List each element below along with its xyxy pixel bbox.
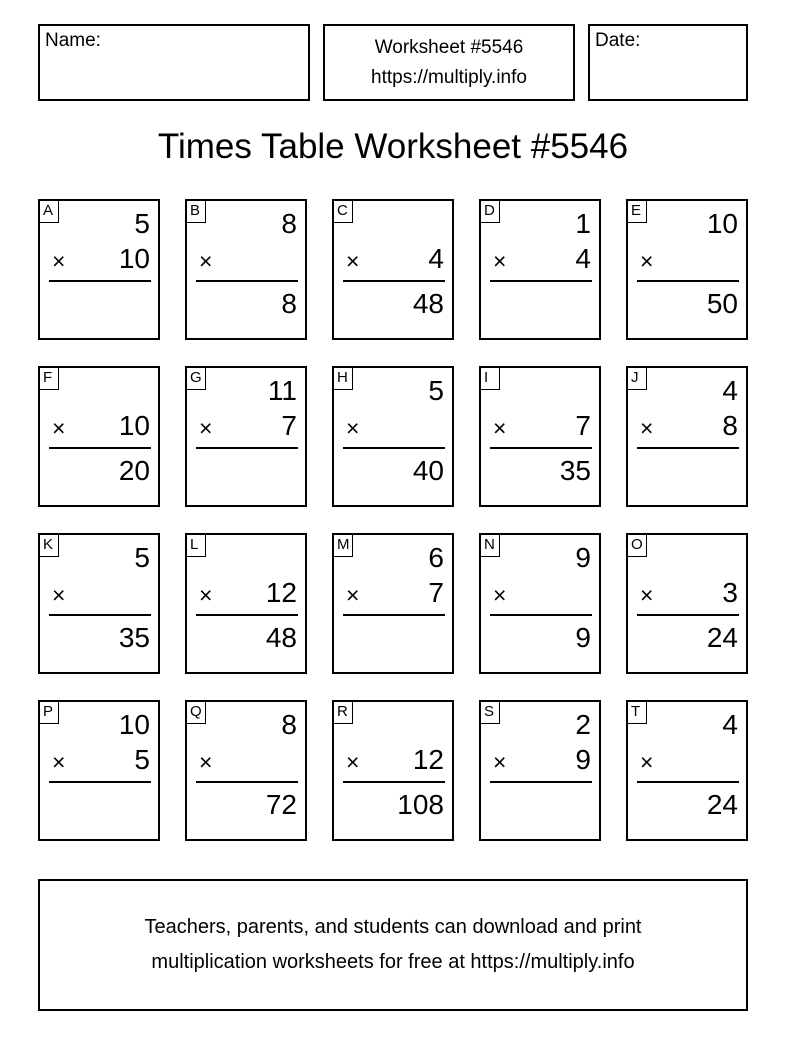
answer-rule	[637, 280, 739, 282]
answer-rule	[490, 447, 592, 449]
times-sign: ×	[493, 248, 507, 274]
problem-r	[332, 700, 454, 841]
product: 72	[265, 789, 297, 820]
product: 20	[118, 455, 150, 486]
multiplicand: 4	[722, 709, 738, 740]
problem-letter: N	[481, 535, 500, 557]
times-sign: ×	[493, 582, 507, 608]
multiplier: 10	[118, 410, 150, 441]
answer-rule	[196, 614, 298, 616]
problem-o	[626, 533, 748, 674]
problem-letter: J	[628, 368, 647, 390]
answer-rule	[343, 280, 445, 282]
times-sign: ×	[640, 415, 654, 441]
problem-letter: O	[628, 535, 647, 557]
multiplier: 4	[575, 243, 591, 274]
multiplicand: 1	[575, 208, 591, 239]
problem-k	[38, 533, 160, 674]
multiplicand: 6	[428, 542, 444, 573]
times-sign: ×	[52, 749, 66, 775]
multiplier: 3	[722, 577, 738, 608]
multiplicand: 4	[722, 375, 738, 406]
problem-letter: D	[481, 201, 500, 223]
problem-a	[38, 199, 160, 340]
multiplicand: 10	[118, 709, 150, 740]
times-sign: ×	[493, 749, 507, 775]
multiplier: 8	[722, 410, 738, 441]
problem-t	[626, 700, 748, 841]
problem-letter: C	[334, 201, 353, 223]
answer-rule	[49, 447, 151, 449]
answer-rule	[343, 447, 445, 449]
times-sign: ×	[199, 582, 213, 608]
multiplier: 7	[575, 410, 591, 441]
problem-d	[479, 199, 601, 340]
product: 35	[118, 622, 150, 653]
product: 108	[397, 789, 444, 820]
times-sign: ×	[199, 749, 213, 775]
times-sign: ×	[493, 415, 507, 441]
problem-h	[332, 366, 454, 507]
product: 9	[575, 622, 591, 653]
footer-line-1: Teachers, parents, and students can download and print	[144, 916, 642, 938]
answer-rule	[49, 781, 151, 783]
problem-letter: T	[628, 702, 647, 724]
problem-letter: S	[481, 702, 500, 724]
multiplier: 9	[575, 744, 591, 775]
problem-m	[332, 533, 454, 674]
answer-rule	[490, 614, 592, 616]
problem-c	[332, 199, 454, 340]
problem-letter: A	[40, 201, 59, 223]
problem-letter: G	[187, 368, 206, 390]
problem-letter: R	[334, 702, 353, 724]
times-sign: ×	[199, 248, 213, 274]
times-sign: ×	[640, 582, 654, 608]
multiplicand: 2	[575, 709, 591, 740]
multiplier: 12	[265, 577, 297, 608]
multiplicand: 5	[134, 208, 150, 239]
problem-letter: B	[187, 201, 206, 223]
problem-letter: P	[40, 702, 59, 724]
problem-letter: E	[628, 201, 647, 223]
multiplier: 5	[134, 744, 150, 775]
product: 35	[559, 455, 591, 486]
problem-letter: L	[187, 535, 206, 557]
times-sign: ×	[52, 248, 66, 274]
answer-rule	[49, 280, 151, 282]
problem-p	[38, 700, 160, 841]
multiplier: 7	[281, 410, 297, 441]
answer-rule	[637, 781, 739, 783]
answer-rule	[343, 781, 445, 783]
multiplicand: 11	[267, 375, 297, 406]
times-sign: ×	[640, 248, 654, 274]
multiplier: 12	[412, 744, 444, 775]
answer-rule	[49, 614, 151, 616]
times-sign: ×	[346, 248, 360, 274]
times-sign: ×	[640, 749, 654, 775]
multiplicand: 5	[134, 542, 150, 573]
footer-line-2: multiplication worksheets for free at https://multiply.info	[151, 951, 635, 973]
answer-rule	[490, 781, 592, 783]
problem-i	[479, 366, 601, 507]
page-title: Times Table Worksheet #5546	[157, 127, 629, 166]
product: 48	[412, 288, 444, 319]
site-url: https://multiply.info	[371, 67, 527, 88]
worksheet-number: Worksheet #5546	[374, 37, 524, 58]
product: 48	[265, 622, 297, 653]
problem-j	[626, 366, 748, 507]
footer-box	[38, 879, 748, 1011]
answer-rule	[637, 447, 739, 449]
multiplicand: 8	[281, 709, 297, 740]
answer-rule	[196, 781, 298, 783]
problem-l	[185, 533, 307, 674]
problem-g	[185, 366, 307, 507]
times-sign: ×	[52, 582, 66, 608]
answer-rule	[490, 280, 592, 282]
product: 50	[706, 288, 738, 319]
answer-rule	[196, 447, 298, 449]
multiplier: 10	[118, 243, 150, 274]
problem-letter: I	[481, 368, 500, 390]
problem-letter: H	[334, 368, 353, 390]
problem-f	[38, 366, 160, 507]
times-sign: ×	[346, 749, 360, 775]
problem-e	[626, 199, 748, 340]
multiplicand: 10	[706, 208, 738, 239]
problem-n	[479, 533, 601, 674]
product: 24	[706, 622, 738, 653]
product: 8	[281, 288, 297, 319]
problem-s	[479, 700, 601, 841]
answer-rule	[343, 614, 445, 616]
times-sign: ×	[346, 415, 360, 441]
problem-letter: K	[40, 535, 59, 557]
problem-letter: Q	[187, 702, 206, 724]
multiplicand: 8	[281, 208, 297, 239]
problem-q	[185, 700, 307, 841]
product: 40	[412, 455, 444, 486]
problem-letter: F	[40, 368, 59, 390]
answer-rule	[196, 280, 298, 282]
times-sign: ×	[52, 415, 66, 441]
times-sign: ×	[199, 415, 213, 441]
problem-b	[185, 199, 307, 340]
answer-rule	[637, 614, 739, 616]
multiplicand: 9	[575, 542, 591, 573]
date-label: Date:	[595, 30, 641, 51]
multiplier: 4	[428, 243, 444, 274]
times-sign: ×	[346, 582, 360, 608]
name-label: Name:	[45, 30, 101, 51]
multiplicand: 5	[428, 375, 444, 406]
problem-letter: M	[334, 535, 353, 557]
multiplier: 7	[428, 577, 444, 608]
product: 24	[706, 789, 738, 820]
